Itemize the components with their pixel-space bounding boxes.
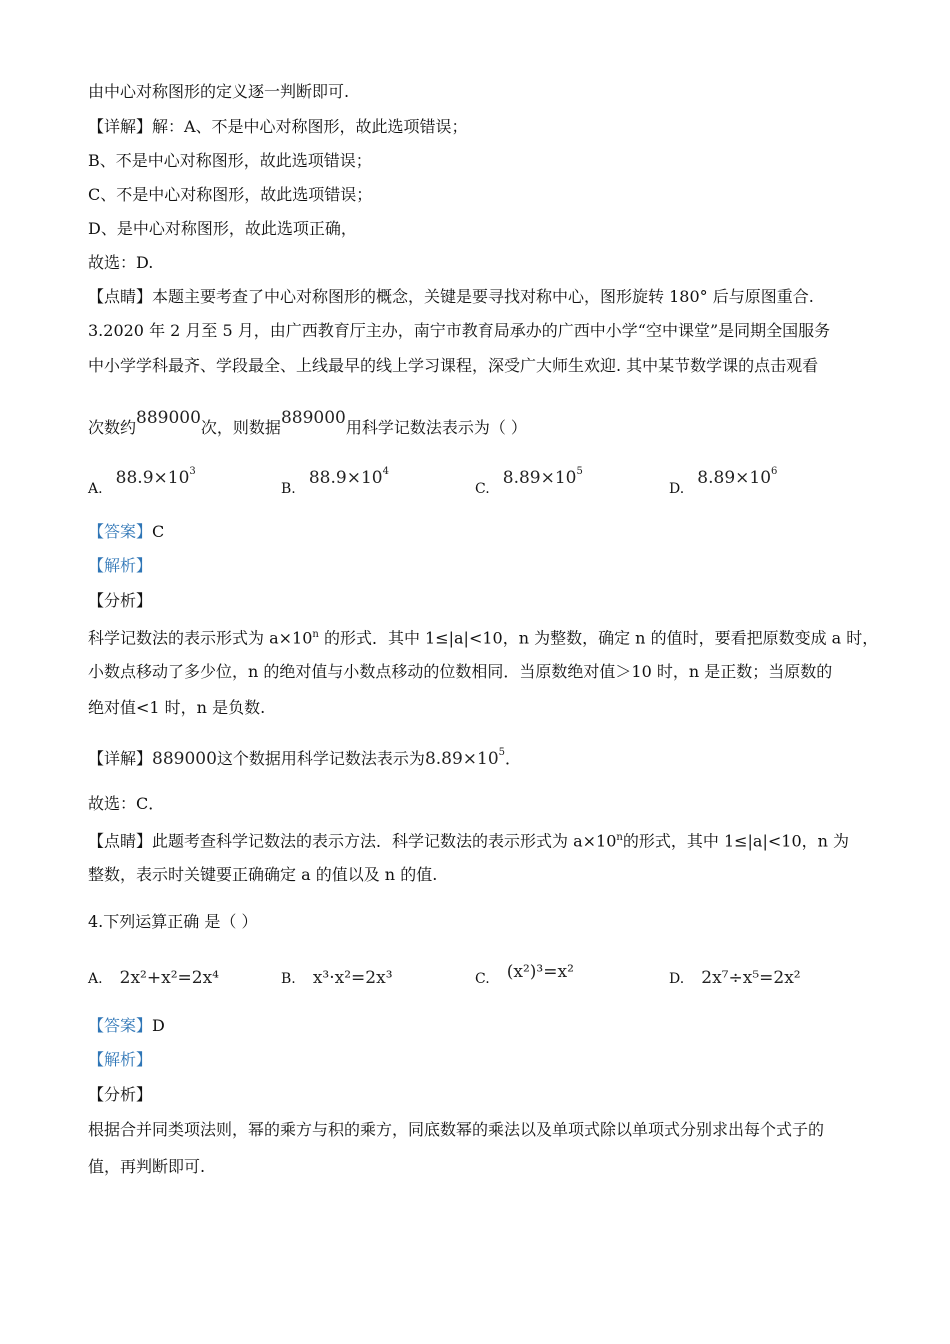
- question-3-stem: [88, 408, 527, 440]
- option-value: x³·x²=2x³: [312, 968, 393, 988]
- exponent: 3: [189, 466, 196, 477]
- text-line: 故选：D.: [88, 253, 154, 272]
- text-line: 小数点移动了多少位，n 的绝对值与小数点移动的位数相同．当原数绝对值＞10 时，n 是正数；当原数的: [88, 662, 833, 681]
- text-line: D、是中心对称图形，故此选项正确，: [88, 219, 357, 238]
- answer-tag: 【答案】: [88, 522, 153, 541]
- detail-line: [88, 741, 521, 771]
- option-label: B.: [281, 971, 296, 987]
- answer-value: D: [152, 1016, 165, 1035]
- section-heading: 【分析】: [88, 1085, 153, 1104]
- number: 889000: [152, 749, 217, 769]
- option-c: [475, 466, 583, 501]
- exponent: 6: [771, 466, 778, 477]
- exponent: n: [312, 629, 319, 640]
- number: 889000: [280, 408, 346, 428]
- text: 这个数据用科学记数法表示为: [216, 749, 425, 768]
- answer-tag: 【答案】: [88, 1016, 153, 1035]
- exponent: n: [616, 832, 623, 843]
- exponent: 5: [498, 747, 506, 758]
- text-line: 整数，表示时关键要正确确定 a 的值以及 n 的值.: [88, 865, 438, 884]
- option-value: 2x⁷÷x⁵=2x²: [701, 968, 801, 988]
- option-label: C.: [475, 971, 490, 987]
- text: 科学记数法的表示形式为 a×10: [88, 628, 313, 648]
- answer-line: [88, 520, 164, 544]
- stem-text: 用科学记数法表示为（ ）: [345, 418, 527, 437]
- option-label: D.: [669, 481, 685, 497]
- option-value: (x²)³=x²: [506, 962, 574, 982]
- option-a: [88, 466, 196, 501]
- option-b: [281, 466, 389, 501]
- option-a: [88, 966, 219, 991]
- text-line: [88, 826, 849, 853]
- question-3-stem: 3.2020 年 2 月至 5 月，由广西教育厅主办，南宁市教育局承办的广西中小学“空中课堂”是同期全国服务: [88, 321, 831, 340]
- option-c: [475, 962, 574, 991]
- text-line: C、不是中心对称图形，故此选项错误；: [88, 185, 373, 204]
- option-value: 2x²+x²=2x⁴: [119, 968, 219, 988]
- option-b: [281, 966, 393, 991]
- analysis-tag: 【解析】: [88, 1050, 153, 1069]
- option-d: [669, 966, 801, 991]
- answer-line: [88, 1014, 165, 1038]
- text: 【点睛】此题考查科学记数法的表示方法．科学记数法的表示形式为 a×10: [88, 831, 617, 851]
- text-line: 绝对值<1 时，n 是负数.: [88, 698, 266, 717]
- question-4-stem: 4.下列运算正确 是（ ）: [88, 912, 258, 931]
- text-line: 故选：C．: [88, 794, 165, 813]
- option-label: B.: [281, 481, 296, 497]
- text: 的形式，其中 1≤|a|<10，n 为: [622, 831, 850, 851]
- option-value: 88.9×10: [115, 468, 190, 488]
- stem-text: 次，则数据: [200, 418, 281, 437]
- exponent: 4: [382, 466, 389, 477]
- option-value: 8.89×10: [697, 468, 772, 488]
- text-line: 值，再判断即可.: [88, 1157, 206, 1176]
- stem-text: 次数约: [88, 418, 137, 437]
- question-3-stem: 中小学学科最齐、学段最全、上线最早的线上学习课程，深受广大师生欢迎. 其中某节数学课的点击观看: [88, 356, 819, 375]
- text-line: 根据合并同类项法则，幂的乘方与积的乘方，同底数幂的乘法以及单项式除以单项式分别求出每个式子的: [88, 1120, 825, 1139]
- text-line: B、不是中心对称图形，故此选项错误；: [88, 151, 372, 170]
- option-label: C.: [475, 481, 490, 497]
- text-line: 由中心对称图形的定义逐一判断即可.: [88, 82, 350, 101]
- exponent: 5: [576, 466, 583, 477]
- option-value: 8.89×10: [502, 468, 577, 488]
- value: 8.89×10: [424, 749, 499, 769]
- detail-tag: 【详解】: [88, 749, 153, 768]
- text: 的形式．其中 1≤|a|<10，n 为整数，确定 n 的值时，要看把原数变成 a 时，: [318, 628, 879, 648]
- option-label: D.: [669, 971, 685, 987]
- option-label: A.: [88, 481, 103, 497]
- section-heading: 【分析】: [88, 591, 153, 610]
- option-d: [669, 466, 778, 501]
- text-line: 【点睛】本题主要考查了中心对称图形的概念，关键是要寻找对称中心，图形旋转 180° 后与原图重合.: [88, 287, 814, 306]
- text: ．: [505, 749, 522, 768]
- analysis-tag: 【解析】: [88, 556, 153, 575]
- text-line: 【详解】解：A、不是中心对称图形，故此选项错误；: [88, 117, 468, 136]
- option-value: 88.9×10: [308, 468, 383, 488]
- option-label: A.: [88, 971, 103, 987]
- text-line: [88, 623, 878, 650]
- number: 889000: [136, 408, 201, 428]
- answer-value: C: [152, 522, 165, 541]
